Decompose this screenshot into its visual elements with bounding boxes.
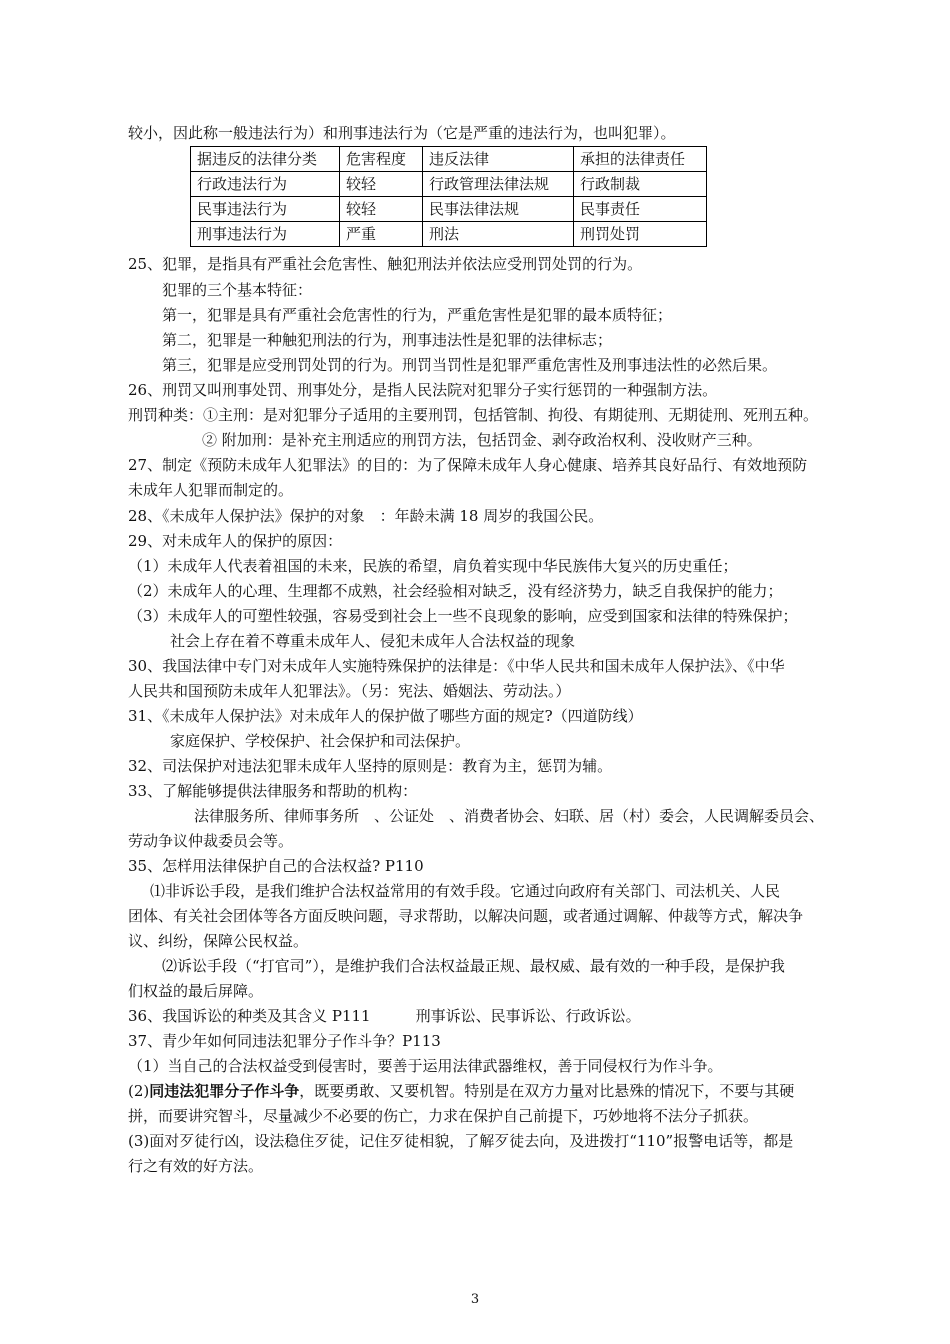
punishment-additional: ② 附加刑：是补充主刑适应的刑罚方法，包括罚金、剥夺政治权利、没收财产三种。	[202, 431, 762, 449]
table-cell: 刑事违法行为	[191, 222, 340, 247]
item-29-reason-1: （1）未成年人代表着祖国的未来，民族的希望，肩负着实现中华民族伟大复兴的历史重任；	[128, 557, 738, 575]
table-cell: 行政管理法律法规	[423, 172, 574, 197]
item-37-point-3: (3)面对歹徒行凶，设法稳住歹徒，记住歹徒相貌，了解歹徒去向，及进拨打“110”报警电话等，都是	[128, 1132, 794, 1150]
item-35-point-1: ⑴非诉讼手段，是我们维护合法权益常用的有效手段。它通过向政府有关部门、司法机关、人民	[150, 882, 781, 900]
page-number: 3	[470, 1292, 480, 1307]
item-37-point-3-cont: 行之有效的好方法。	[128, 1157, 264, 1175]
crime-feature-2: 第二，犯罪是一种触犯刑法的行为，刑事违法性是犯罪的法律标志；	[162, 331, 613, 349]
table-cell: 民事违法行为	[191, 197, 340, 222]
item-35-point-1-cont: 议、纠纷，保障公民权益。	[128, 932, 309, 950]
item-29-heading: 29、对未成年人的保护的原因：	[128, 532, 343, 550]
item-27-text: 27、制定《预防未成年人犯罪法》的目的：为了保障未成年人身心健康、培养其良好品行、有效地预防	[128, 456, 808, 474]
crime-features-heading: 犯罪的三个基本特征：	[162, 281, 313, 299]
item-30-text-cont: 人民共和国预防未成年人犯罪法》。（另：宪法、婚姻法、劳动法。）	[128, 682, 571, 700]
item-37-point-2-bold: 同违法犯罪分子作斗争	[149, 1082, 300, 1100]
item-36-text: 36、我国诉讼的种类及其含义 P111 刑事诉讼、民事诉讼、行政诉讼。	[128, 1007, 641, 1025]
item-29-reason-4: 社会上存在着不尊重未成年人、侵犯未成年人合法权益的现象	[170, 632, 576, 650]
item-37-point-1: （1）当自己的合法权益受到侵害时，要善于运用法律武器维权，善于同侵权行为作斗争。	[128, 1057, 723, 1075]
item-32-text: 32、司法保护对违法犯罪未成年人坚持的原则是：教育为主，惩罚为辅。	[128, 757, 613, 775]
table-row	[191, 172, 707, 197]
item-35-point-2: ⑵诉讼手段（“打官司”），是维护我们合法权益最正规、最权威、最有效的一种手段，是保护我	[162, 957, 785, 975]
item-37-point-2	[128, 1079, 794, 1103]
item-31-answer: 家庭保护、学校保护、社会保护和司法保护。	[170, 732, 471, 750]
table-cell: 严重	[340, 222, 423, 247]
intro-line: 较小，因此称一般违法行为）和刑事违法行为（它是严重的违法行为，也叫犯罪）。	[128, 124, 676, 142]
table-header-cell: 违反法律	[423, 147, 574, 172]
item-37-point-2-prefix: (2)	[128, 1082, 150, 1100]
table-header-cell: 据违反的法律分类	[191, 147, 340, 172]
item-35-point-2-cont: 们权益的最后屏障。	[128, 982, 264, 1000]
item-29-reason-3: （3）未成年人的可塑性较强，容易受到社会上一些不良现象的影响，应受到国家和法律的特殊保护；	[128, 607, 798, 625]
table-cell: 民事法律法规	[423, 197, 574, 222]
item-29-reason-2: （2）未成年人的心理、生理都不成熟，社会经验相对缺乏，没有经济势力，缺乏自我保护的能力；	[128, 582, 783, 600]
item-26-text: 26、刑罚又叫刑事处罚、刑事处分，是指人民法院对犯罪分子实行惩罚的一种强制方法。	[128, 381, 718, 399]
item-30-text: 30、我国法律中专门对未成年人实施特殊保护的法律是：《中华人民共和国未成年人保护法》、《中华	[128, 657, 785, 675]
item-27-text-cont: 未成年人犯罪而制定的。	[128, 481, 294, 499]
punishment-main: 刑罚种类：①主刑：是对犯罪分子适用的主要刑罚，包括管制、拘役、有期徒刑、无期徒刑、死刑五种。	[128, 406, 819, 424]
item-33-institutions-cont: 劳动争议仲裁委员会等。	[128, 832, 294, 850]
table-header-row	[191, 147, 707, 172]
item-33-institutions: 法律服务所、律师事务所 、公证处 、消费者协会、妇联、居（村）委会，人民调解委员会、	[194, 807, 825, 825]
item-35-heading: 35、怎样用法律保护自己的合法权益? P110	[128, 857, 424, 875]
item-25-text: 25、犯罪，是指具有严重社会危害性、触犯刑法并依法应受刑罚处罚的行为。	[128, 255, 643, 273]
table-cell: 较轻	[340, 172, 423, 197]
crime-feature-1: 第一，犯罪是具有严重社会危害性的行为，严重危害性是犯罪的最本质特征；	[162, 306, 673, 324]
table-cell: 刑罚处罚	[574, 222, 707, 247]
item-31-text: 31、《未成年人保护法》对未成年人的保护做了哪些方面的规定?（四道防线）	[128, 707, 643, 725]
table-row	[191, 222, 707, 247]
table-header-cell: 承担的法律责任	[574, 147, 707, 172]
table-cell: 行政制裁	[574, 172, 707, 197]
table-cell: 行政违法行为	[191, 172, 340, 197]
item-35-point-1-cont: 团体、有关社会团体等各方面反映问题，寻求帮助，以解决问题，或者通过调解、仲裁等方式，解决争	[128, 907, 804, 925]
table-cell: 民事责任	[574, 197, 707, 222]
item-33-heading: 33、了解能够提供法律服务和帮助的机构：	[128, 782, 418, 800]
table-header-cell: 危害程度	[340, 147, 423, 172]
item-37-heading: 37、青少年如何同违法犯罪分子作斗争？P113	[128, 1032, 441, 1050]
item-37-point-2-rest: ，既要勇敢、又要机智。特别是在双方力量对比悬殊的情况下，不要与其硬	[299, 1082, 795, 1100]
table-cell: 刑法	[423, 222, 574, 247]
item-28-text: 28、《未成年人保护法》保护的对象 ：年龄未满 18 周岁的我国公民。	[128, 507, 604, 525]
item-37-point-2-cont: 拼，而要讲究智斗，尽量减少不必要的伤亡，力求在保护自己前提下，巧妙地将不法分子抓获。	[128, 1107, 759, 1125]
table-cell: 较轻	[340, 197, 423, 222]
crime-feature-3: 第三，犯罪是应受刑罚处罚的行为。刑罚当罚性是犯罪严重危害性及刑事违法性的必然后果。	[162, 356, 778, 374]
law-violation-table	[190, 146, 707, 247]
table-row	[191, 197, 707, 222]
